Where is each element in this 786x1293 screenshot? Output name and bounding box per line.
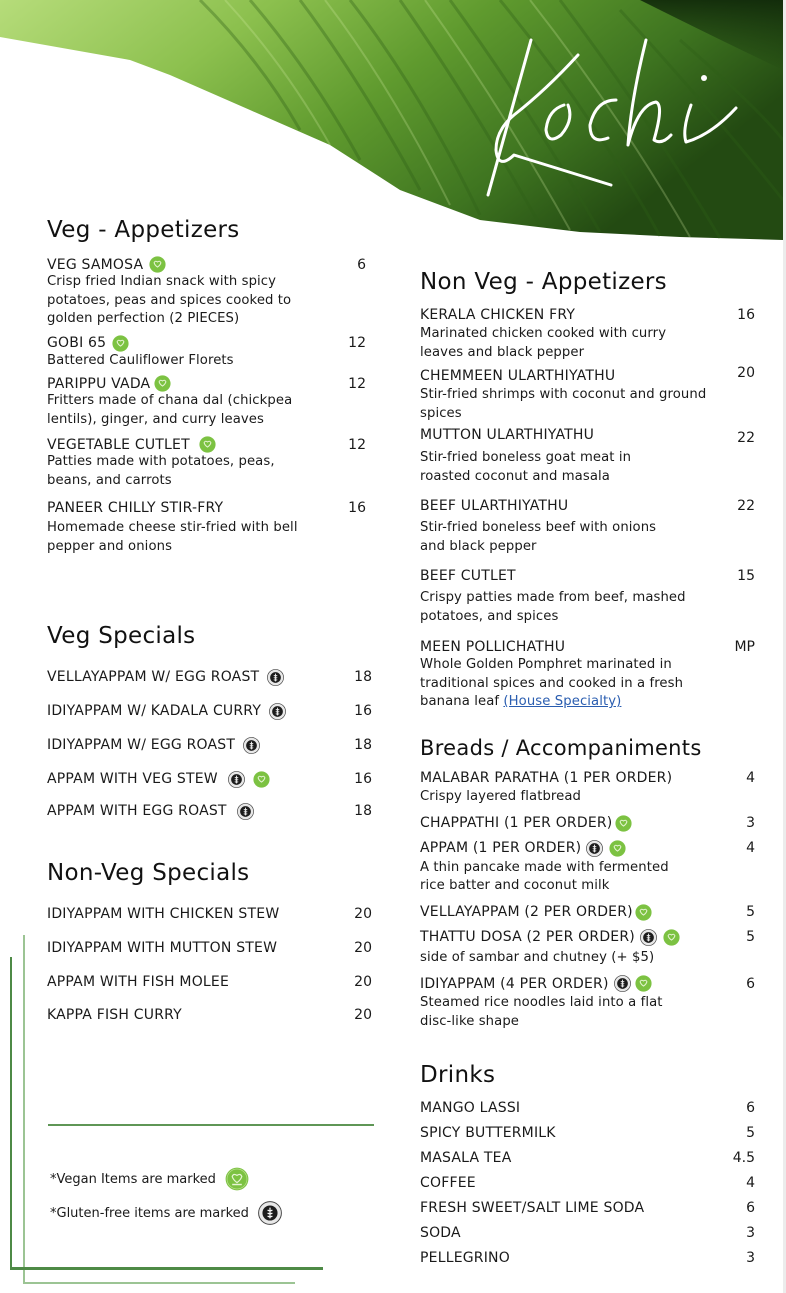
- item-price: 18: [354, 803, 372, 819]
- section-veg-appetizers: [47, 214, 372, 556]
- menu-item: [47, 256, 372, 329]
- item-price: 16: [354, 703, 372, 719]
- item-price: 5: [746, 929, 755, 945]
- gluten-free-badge-icon: [269, 703, 286, 720]
- item-price: 22: [737, 430, 755, 446]
- menu-item: [47, 796, 372, 826]
- section-nonveg-appetizers: [420, 266, 755, 712]
- menu-item: [47, 375, 372, 429]
- menu-item: [47, 897, 372, 931]
- menu-item: [47, 436, 372, 490]
- item-price: 4.5: [732, 1149, 755, 1166]
- menu-item: [47, 660, 372, 694]
- item-price: 4: [746, 770, 755, 786]
- item-name: PANEER CHILLY STIR-FRY: [47, 500, 224, 516]
- item-price: 6: [357, 256, 366, 273]
- vegan-badge-icon: [615, 815, 632, 832]
- gluten-free-badge-icon: [228, 771, 245, 788]
- section-title: Veg - Appetizers: [47, 217, 240, 243]
- item-name: FRESH SWEET/SALT LIME SODA: [420, 1199, 645, 1216]
- item-description: [420, 656, 705, 712]
- menu-item: [47, 999, 372, 1031]
- item-name: VELLAYAPPAM W/ EGG ROAST: [47, 669, 260, 685]
- item-price: 6: [746, 975, 755, 992]
- item-description: Fritters made of chana dal (chickpea lentils), ginger, and curry leaves: [47, 393, 293, 427]
- item-price: 20: [354, 1007, 372, 1023]
- vegan-badge-icon: [225, 1167, 249, 1191]
- item-name: VEG SAMOSA: [47, 256, 144, 273]
- item-name: MANGO LASSI: [420, 1099, 521, 1116]
- menu-item: [420, 427, 755, 486]
- item-name: PELLEGRINO: [420, 1249, 510, 1266]
- item-price: 3: [746, 815, 755, 831]
- legend-divider: [48, 1124, 374, 1126]
- menu-item: [420, 1095, 755, 1120]
- vegan-badge-icon: [112, 335, 129, 352]
- legend: [50, 1167, 350, 1225]
- item-description: Steamed rice noodles laid into a flat disc-like shape: [420, 995, 663, 1029]
- item-name: APPAM WITH FISH MOLEE: [47, 974, 230, 990]
- item-price: 15: [737, 568, 755, 584]
- menu-item: [420, 904, 755, 921]
- item-description: side of sambar and chutney (+ $5): [420, 949, 655, 965]
- item-price: 6: [746, 1199, 755, 1216]
- item-name: IDIYAPPAM W/ KADALA CURRY: [47, 703, 262, 719]
- frame-line-vertical-light: [23, 935, 25, 1283]
- menu-item: [47, 335, 372, 371]
- item-price: 5: [746, 904, 755, 920]
- item-description: Patties made with potatoes, peas, beans, and carrots: [47, 454, 275, 488]
- gluten-free-badge-icon: [237, 803, 254, 820]
- item-price: 5: [746, 1124, 755, 1141]
- vegan-badge-icon: [609, 840, 626, 857]
- item-price: 22: [737, 498, 755, 514]
- item-price: 4: [746, 840, 755, 856]
- menu-item: [420, 929, 755, 968]
- item-name: IDIYAPPAM (4 PER ORDER): [420, 975, 609, 992]
- vegan-badge-icon: [154, 375, 171, 392]
- gluten-free-badge-icon: [258, 1201, 282, 1225]
- item-name: IDIYAPPAM WITH MUTTON STEW: [47, 940, 278, 956]
- menu-item: [420, 1120, 755, 1145]
- frame-line-horizontal-light: [23, 1282, 295, 1284]
- gluten-free-badge-icon: [586, 840, 603, 857]
- menu-item: [420, 770, 755, 807]
- vegan-badge-icon: [199, 436, 216, 453]
- menu-item: [420, 1245, 755, 1270]
- menu-item: [420, 1220, 755, 1245]
- item-name: IDIYAPPAM WITH CHICKEN STEW: [47, 906, 280, 922]
- left-column: [47, 214, 372, 1023]
- item-name: SPICY BUTTERMILK: [420, 1124, 556, 1141]
- item-name: BEEF ULARTHIYATHU: [420, 498, 569, 514]
- gluten-free-badge-icon: [267, 669, 284, 686]
- section-title: Drinks: [420, 1062, 496, 1088]
- item-name: VELLAYAPPAM (2 PER ORDER): [420, 904, 633, 920]
- item-description: Stir-fried boneless beef with onions and black pepper: [420, 520, 657, 554]
- item-price: 18: [354, 737, 372, 753]
- vegan-badge-icon: [253, 771, 270, 788]
- item-price: 16: [737, 307, 755, 323]
- menu-item: [420, 498, 755, 556]
- item-name: MEEN POLLICHATHU: [420, 639, 566, 655]
- item-name: CHAPPATHI (1 PER ORDER): [420, 815, 613, 831]
- menu-item: [47, 500, 372, 556]
- menu-item: [420, 975, 755, 1031]
- item-price: 20: [737, 365, 755, 381]
- item-name: MUTTON ULARTHIYATHU: [420, 427, 595, 443]
- section-title: Breads / Accompaniments: [420, 736, 702, 760]
- item-price: 12: [348, 436, 366, 453]
- frame-line-horizontal-dark: [10, 1267, 323, 1270]
- legend-gluten-free-text: *Gluten-free items are marked: [50, 1205, 249, 1221]
- vegan-badge-icon: [149, 256, 166, 273]
- item-price: 4: [746, 1174, 755, 1191]
- menu-item: [47, 694, 372, 728]
- section-nonveg-specials: [47, 857, 372, 1031]
- item-price: 12: [348, 375, 366, 392]
- item-price: 16: [354, 771, 372, 787]
- section-title: Non-Veg Specials: [47, 860, 250, 886]
- menu-item: [420, 840, 755, 896]
- item-price: 12: [348, 335, 366, 351]
- item-description: Marinated chicken cooked with curry leaves and black pepper: [420, 326, 667, 360]
- item-name: APPAM WITH VEG STEW: [47, 771, 218, 787]
- frame-line-vertical-dark: [10, 957, 12, 1269]
- item-price: 6: [746, 1099, 755, 1116]
- menu-item: [47, 762, 372, 796]
- item-name: BEEF CUTLET: [420, 568, 516, 584]
- item-price: 3: [746, 1224, 755, 1241]
- menu-item: [420, 568, 755, 626]
- item-description: Crisp fried Indian snack with spicy potatoes, peas and spices cooked to golden perfection (2 PIECES): [47, 274, 292, 326]
- section-title: Veg Specials: [47, 623, 196, 649]
- gluten-free-badge-icon: [640, 929, 657, 946]
- item-description: Crispy layered flatbread: [420, 789, 582, 804]
- item-name: APPAM (1 PER ORDER): [420, 840, 582, 856]
- menu-item: [420, 307, 755, 362]
- gluten-free-badge-icon: [243, 737, 260, 754]
- item-name: KAPPA FISH CURRY: [47, 1007, 182, 1023]
- legend-vegan-text: *Vegan Items are marked: [50, 1171, 216, 1187]
- item-price: 3: [746, 1249, 755, 1266]
- item-price: 20: [354, 906, 372, 922]
- vegan-badge-icon: [663, 929, 680, 946]
- item-name: APPAM WITH EGG ROAST: [47, 803, 227, 819]
- item-description: Homemade cheese stir-fried with bell pepper and onions: [47, 520, 298, 554]
- menu-item: [47, 965, 372, 999]
- right-column: [420, 266, 755, 1266]
- item-name: SODA: [420, 1224, 461, 1241]
- item-name: PARIPPU VADA: [47, 375, 151, 392]
- item-description: Crispy patties made from beef, mashed potatoes, and spices: [420, 590, 686, 624]
- gluten-free-badge-icon: [614, 975, 631, 992]
- item-name: IDIYAPPAM W/ EGG ROAST: [47, 737, 236, 753]
- item-name: VEGETABLE CUTLET: [47, 436, 190, 453]
- item-description: A thin pancake made with fermented rice batter and coconut milk: [420, 859, 669, 893]
- item-name: THATTU DOSA (2 PER ORDER): [420, 929, 635, 945]
- menu-item: [47, 728, 372, 762]
- menu-item: [420, 815, 755, 832]
- item-price: 20: [354, 974, 372, 990]
- item-name: MALABAR PARATHA (1 PER ORDER): [420, 770, 673, 786]
- menu-item: [420, 1170, 755, 1195]
- item-name: GOBI 65: [47, 335, 107, 351]
- item-name: CHEMMEEN ULARTHIYATHU: [420, 368, 616, 384]
- item-name: MASALA TEA: [420, 1149, 512, 1166]
- item-description: Stir-fried shrimps with coconut and ground spices: [420, 387, 707, 421]
- vegan-badge-icon: [635, 975, 652, 992]
- section-drinks: [420, 1059, 755, 1270]
- house-specialty-link[interactable]: (House Specialty): [503, 694, 622, 709]
- menu-item: [47, 931, 372, 965]
- section-breads: [420, 732, 755, 1031]
- item-description: Battered Cauliflower Florets: [47, 352, 234, 368]
- item-description: Stir-fried boneless goat meat in roasted coconut and masala: [420, 450, 632, 484]
- item-price: 20: [354, 940, 372, 956]
- menu-item: [420, 1195, 755, 1220]
- item-price: 16: [348, 500, 366, 516]
- item-price: MP: [734, 639, 755, 655]
- item-name: KERALA CHICKEN FRY: [420, 307, 576, 323]
- menu-item: [420, 365, 755, 423]
- section-veg-specials: [47, 620, 372, 826]
- menu-item: [420, 639, 755, 712]
- section-title: Non Veg - Appetizers: [420, 269, 667, 295]
- item-price: 18: [354, 669, 372, 685]
- brand-logo: [486, 20, 756, 200]
- item-name: COFFEE: [420, 1174, 476, 1191]
- item-description-text: Whole Golden Pomphret marinated in traditional spices and cooked in a fresh banana leaf: [420, 657, 684, 709]
- vegan-badge-icon: [635, 904, 652, 921]
- menu-item: [420, 1145, 755, 1170]
